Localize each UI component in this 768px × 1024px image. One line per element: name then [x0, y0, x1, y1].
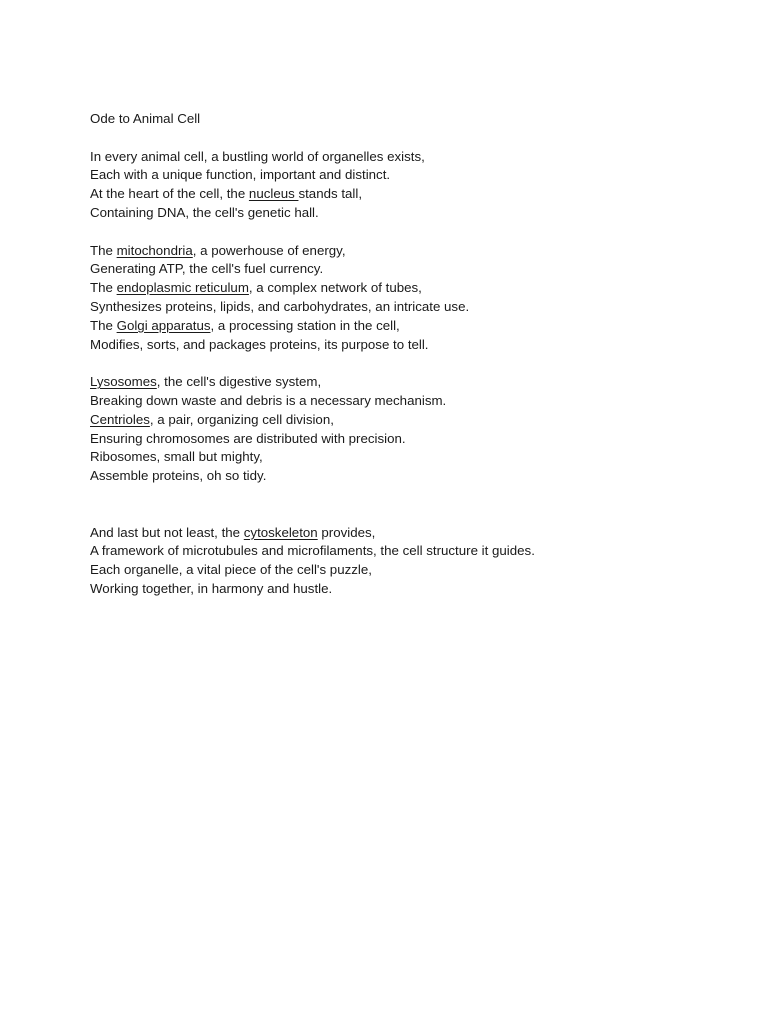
poem-line: Breaking down waste and debris is a necessary mechanism. [90, 392, 447, 408]
line-text: , a powerhouse of energy, [192, 242, 346, 258]
underlined-term-endoplasmic-reticulum: endoplasmic reticulum [116, 280, 249, 296]
poem-line: In every animal cell, a bustling world of organelles exists, [90, 148, 425, 164]
poem-line: Generating ATP, the cell's fuel currency. [90, 261, 324, 277]
line-text: stands tall, [298, 186, 363, 202]
poem-title: Ode to Animal Cell [90, 111, 201, 126]
poem-line [90, 185, 750, 204]
poem-line [90, 373, 750, 392]
poem-line: A framework of microtubules and microfilaments, the cell structure it guides. [90, 543, 535, 559]
underlined-term-centrioles: Centrioles [90, 411, 150, 427]
line-text: The [90, 317, 117, 333]
line-text: The [90, 242, 117, 258]
document-page [90, 110, 750, 599]
underlined-term-lysosomes: Lysosomes [90, 374, 157, 390]
poem-line: Containing DNA, the cell's genetic hall. [90, 204, 319, 220]
stanza-gap [90, 354, 750, 373]
stanza-gap [90, 129, 750, 148]
poem-line: Assemble proteins, oh so tidy. [90, 468, 267, 484]
poem-line: Ribosomes, small but mighty, [90, 449, 263, 465]
line-text: The [90, 280, 117, 296]
line-text: , a complex network of tubes, [248, 280, 422, 296]
poem-line: Ensuring chromosomes are distributed with precision. [90, 430, 406, 446]
poem-line [90, 524, 750, 543]
stanza-4 [90, 524, 750, 599]
line-text: And last but not least, the [90, 524, 244, 540]
poem-line: Synthesizes proteins, lipids, and carbohydrates, an intricate use. [90, 298, 470, 314]
poem-line: Each organelle, a vital piece of the cell's puzzle, [90, 562, 372, 578]
underlined-term-cytoskeleton: cytoskeleton [243, 524, 318, 540]
poem-line [90, 242, 750, 261]
underlined-term-nucleus: nucleus [248, 186, 299, 202]
stanza-3 [90, 373, 750, 486]
poem-line [90, 411, 750, 430]
poem-line: Each with a unique function, important and distinct. [90, 167, 391, 183]
poem-line [90, 317, 750, 336]
line-text: , the cell's digestive system, [156, 374, 322, 390]
stanza-1 [90, 148, 750, 223]
underlined-term-golgi-apparatus: Golgi apparatus [116, 317, 211, 333]
underlined-term-mitochondria: mitochondria [116, 242, 193, 258]
stanza-gap [90, 486, 750, 524]
line-text: At the heart of the cell, the [90, 186, 249, 202]
line-text: , a processing station in the cell, [210, 317, 400, 333]
line-text: provides, [317, 524, 376, 540]
poem-line: Working together, in harmony and hustle. [90, 580, 333, 596]
line-text: , a pair, organizing cell division, [149, 411, 334, 427]
poem-line: Modifies, sorts, and packages proteins, its purpose to tell. [90, 336, 429, 352]
stanza-2 [90, 242, 750, 355]
stanza-gap [90, 223, 750, 242]
poem-line [90, 279, 750, 298]
